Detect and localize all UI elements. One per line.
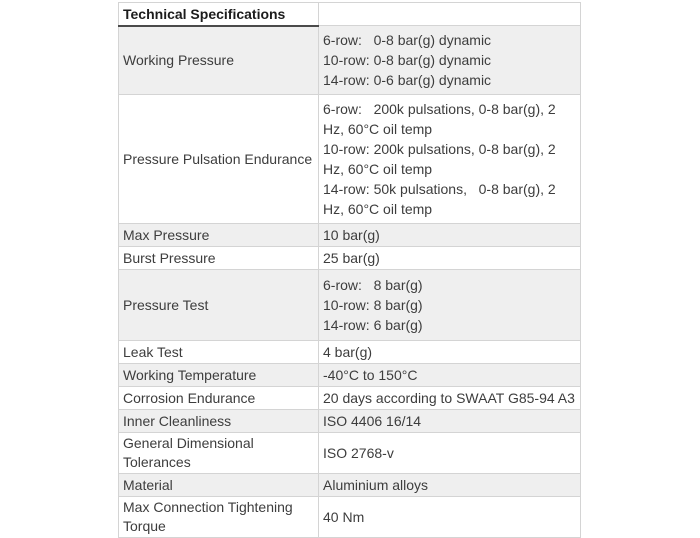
value-line: 6-row: 0-8 bar(g) dynamic xyxy=(323,32,492,48)
spec-value-pressure-test xyxy=(319,270,581,341)
value-line: 4 bar(g) xyxy=(323,344,373,360)
spec-value-material xyxy=(319,474,581,497)
value-line: 10 bar(g) xyxy=(323,227,380,243)
value-line: Hz, 60°C oil temp xyxy=(323,161,433,177)
table-title: Technical Specifications xyxy=(119,3,319,26)
value-line: 10-row: 0-8 bar(g) dynamic xyxy=(323,52,492,68)
spec-label-material: Material xyxy=(119,474,319,497)
value-line: ISO 2768-v xyxy=(323,445,394,461)
value-line: Hz, 60°C oil temp xyxy=(323,121,433,137)
value-line: Aluminium alloys xyxy=(323,477,429,493)
spec-label-max-pressure: Max Pressure xyxy=(119,224,319,247)
spec-label-corrosion-endurance: Corrosion Endurance xyxy=(119,387,319,410)
spec-row-leak-test xyxy=(119,341,581,364)
value-line: 40 Nm xyxy=(323,509,365,525)
value-line: 6-row: 200k pulsations, 0-8 bar(g), 2 xyxy=(323,101,556,117)
spec-table xyxy=(118,2,581,538)
spec-value-burst-pressure xyxy=(319,247,581,270)
spec-row-working-temperature xyxy=(119,364,581,387)
value-line: -40°C to 150°C xyxy=(323,367,418,383)
value-line: 20 days according to SWAAT G85-94 A3 xyxy=(323,390,575,406)
spec-label-working-temperature: Working Temperature xyxy=(119,364,319,387)
spec-row-max-connection-tightening-torque xyxy=(119,497,581,538)
spec-label-pressure-test: Pressure Test xyxy=(119,270,319,341)
spec-row-burst-pressure xyxy=(119,247,581,270)
spec-value-general-dimensional-tolerances xyxy=(319,433,581,474)
spec-label-leak-test: Leak Test xyxy=(119,341,319,364)
technical-specifications-table xyxy=(118,2,581,538)
spec-row-max-pressure xyxy=(119,224,581,247)
spec-value-max-connection-tightening-torque xyxy=(319,497,581,538)
value-line: 6-row: 8 bar(g) xyxy=(323,277,423,293)
spec-value-max-pressure xyxy=(319,224,581,247)
spec-row-inner-cleanliness xyxy=(119,410,581,433)
spec-row-pressure-pulsation-endurance xyxy=(119,95,581,224)
table-header-empty-cell xyxy=(319,3,581,26)
spec-label-general-dimensional-tolerances: General Dimensional Tolerances xyxy=(119,433,319,474)
value-line: 25 bar(g) xyxy=(323,250,380,266)
spec-row-general-dimensional-tolerances xyxy=(119,433,581,474)
value-line: 10-row: 200k pulsations, 0-8 bar(g), 2 xyxy=(323,141,556,157)
spec-value-inner-cleanliness xyxy=(319,410,581,433)
spec-value-working-temperature xyxy=(319,364,581,387)
spec-row-working-pressure xyxy=(119,26,581,95)
spec-value-leak-test xyxy=(319,341,581,364)
value-line: 10-row: 8 bar(g) xyxy=(323,297,423,313)
spec-label-max-connection-tightening-torque: Max Connection Tightening Torque xyxy=(119,497,319,538)
spec-value-corrosion-endurance xyxy=(319,387,581,410)
table-header-row xyxy=(119,3,581,26)
value-line: 14-row: 6 bar(g) xyxy=(323,317,423,333)
spec-row-pressure-test xyxy=(119,270,581,341)
spec-label-inner-cleanliness: Inner Cleanliness xyxy=(119,410,319,433)
spec-label-pressure-pulsation-endurance: Pressure Pulsation Endurance xyxy=(119,95,319,224)
spec-row-corrosion-endurance xyxy=(119,387,581,410)
spec-label-working-pressure: Working Pressure xyxy=(119,26,319,95)
spec-row-material xyxy=(119,474,581,497)
spec-label-burst-pressure: Burst Pressure xyxy=(119,247,319,270)
value-line: Hz, 60°C oil temp xyxy=(323,201,433,217)
value-line: 14-row: 50k pulsations, 0-8 bar(g), 2 xyxy=(323,181,556,197)
spec-value-working-pressure xyxy=(319,26,581,95)
spec-value-pressure-pulsation-endurance xyxy=(319,95,581,224)
value-line: ISO 4406 16/14 xyxy=(323,413,422,429)
value-line: 14-row: 0-6 bar(g) dynamic xyxy=(323,72,492,88)
